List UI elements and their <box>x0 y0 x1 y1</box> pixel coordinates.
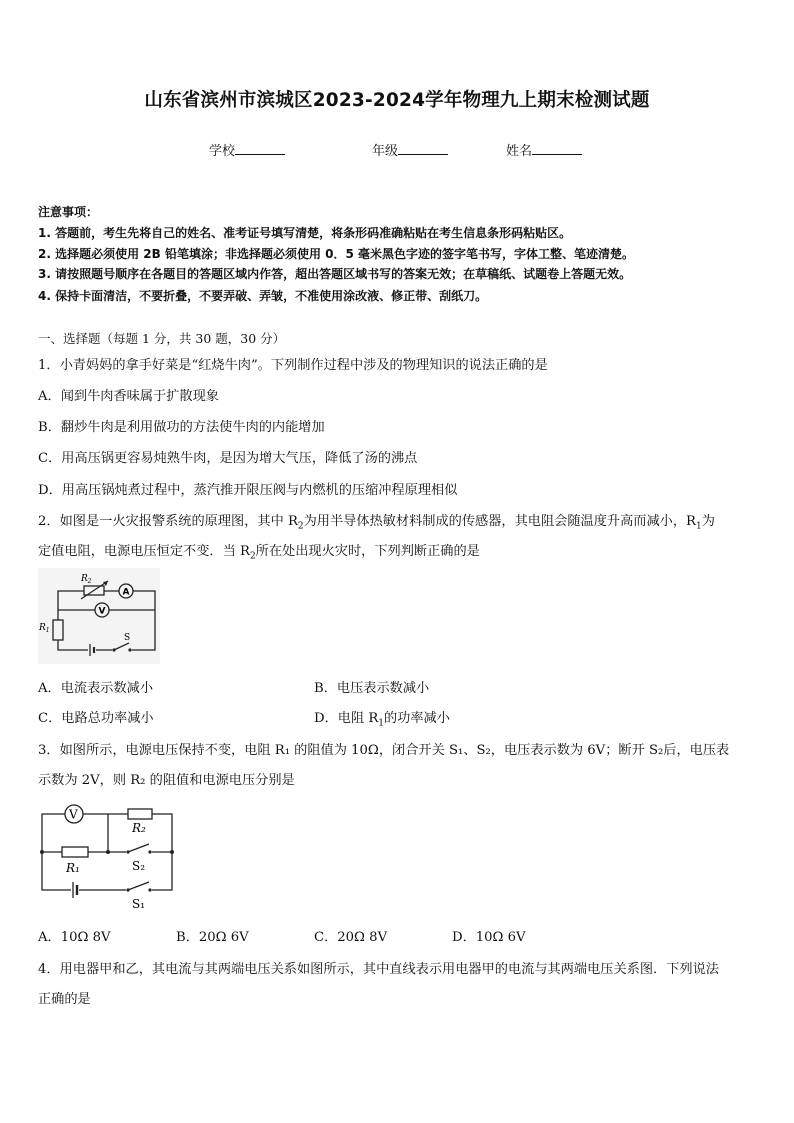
grade-blank[interactable] <box>398 141 448 155</box>
section-heading: 一、选择题（每题 1 分，共 30 题，30 分） <box>38 331 286 346</box>
q2-stem-line1: 2．如图是一火灾报警系统的原理图，其中 $R_2$为用半导体热敏材料制成的传感器，其电阻会随温度升高而减小，$R_1$为 <box>38 514 715 532</box>
q1-option-d: D．用高压锅炖煮过程中，蒸汽推开限压阀与内燃机的压缩冲程原理相似 <box>38 483 458 498</box>
r1-label: $R_1$ <box>39 623 50 634</box>
q3-stem-line2: 示数为 2V，则 R₂ 的阻值和电源电压分别是 <box>38 773 295 788</box>
notice-heading: 注意事项： <box>38 205 99 219</box>
r1-resistor <box>53 620 63 640</box>
name-blank[interactable] <box>532 141 582 155</box>
name-field <box>506 140 582 159</box>
q1-stem: 1．小青妈妈的拿手好菜是“红烧牛肉”。下列制作过程中涉及的物理知识的说法正确的是 <box>38 358 548 373</box>
q3-circuit-diagram <box>38 800 178 912</box>
q1-option-c: C．用高压锅更容易炖熟牛肉，是因为增大气压，降低了汤的沸点 <box>38 451 418 466</box>
svg-text:V: V <box>69 807 78 822</box>
q4-stem-line1: 4．用电器甲和乙，其电流与其两端电压关系如图所示，其中直线表示用电器甲的电流与其两端电压关系图．下列说法 <box>38 962 719 977</box>
grade-label: 年级 <box>372 144 399 159</box>
r2-resistor <box>128 809 152 819</box>
page-title: 山东省滨州市滨城区2023-2024学年物理九上期末检测试题 <box>144 90 650 111</box>
svg-text:V: V <box>98 606 106 617</box>
school-label: 学校 <box>209 144 236 159</box>
q3-stem-line1: 3．如图所示，电源电压保持不变，电阻 R₁ 的阻值为 10Ω，闭合开关 S₁、S₂，电压表示数为 6V；断开 S₂后，电压表 <box>38 743 730 758</box>
q1-option-b: B．翻炒牛肉是利用做功的方法使牛肉的内能增加 <box>38 420 325 435</box>
q2-circuit-diagram <box>38 568 160 664</box>
notice-item-1: 1. 答题前，考生先将自己的姓名、准考证号填写清楚，将条形码准确粘贴在考生信息条形码粘贴区。 <box>38 226 572 240</box>
r1-resistor <box>62 847 88 857</box>
q3-option-c: C．20Ω 8V <box>314 930 388 945</box>
q2-option-d: D．电阻 $R_1$的功率减小 <box>314 711 450 729</box>
school-blank[interactable] <box>235 141 285 155</box>
q3-option-d: D．10Ω 6V <box>452 930 526 945</box>
school-field <box>209 140 285 159</box>
notice-item-3: 3. 请按照题号顺序在各题目的答题区域内作答，超出答题区域书写的答案无效；在草稿纸、试题卷上答题无效。 <box>38 267 632 281</box>
q2-stem-line2: 定值电阻，电源电压恒定不变．当 $R_2$所在处出现火灾时，下列判断正确的是 <box>38 544 480 562</box>
name-label: 姓名 <box>506 144 533 159</box>
r2-label: $R_2$ <box>81 574 92 585</box>
q3-option-b: B．20Ω 6V <box>176 930 249 945</box>
q1-option-a: A．闻到牛肉香味属于扩散现象 <box>38 389 219 404</box>
q2-option-a: A．电流表示数减小 <box>38 681 154 696</box>
svg-text:A: A <box>122 587 130 598</box>
q3-option-a: A．10Ω 8V <box>38 930 111 945</box>
notice-item-2: 2. 选择题必须使用 2B 铅笔填涂；非选择题必须使用 0．5 毫米黑色字迹的签字笔书写，字体工整、笔迹清楚。 <box>38 247 634 261</box>
svg-text:S₂: S₂ <box>132 859 146 873</box>
q4-stem-line2: 正确的是 <box>38 992 91 1007</box>
q2-option-b: B．电压表示数减小 <box>314 681 430 696</box>
notice-item-4: 4. 保持卡面清洁，不要折叠，不要弄破、弄皱，不准使用涂改液、修正带、刮纸刀。 <box>38 289 488 303</box>
grade-field <box>372 140 448 159</box>
q2-option-c: C．电路总功率减小 <box>38 711 154 726</box>
svg-text:S: S <box>124 633 131 643</box>
svg-text:S₁: S₁ <box>132 897 146 911</box>
svg-text:R₁: R₁ <box>66 861 80 875</box>
svg-text:R₂: R₂ <box>132 821 146 835</box>
